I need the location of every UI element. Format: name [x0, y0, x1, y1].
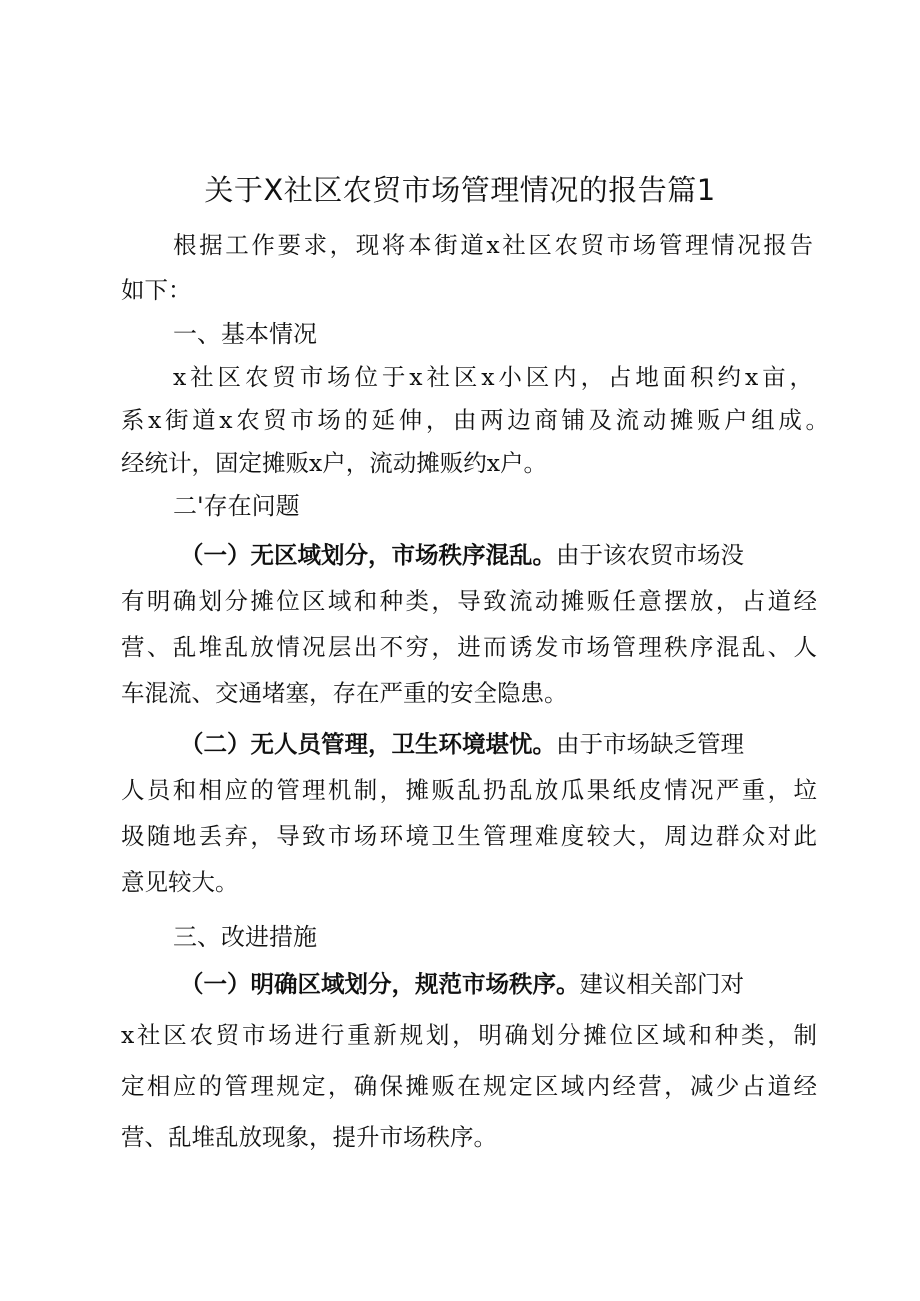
- section-1-line-3: 经统计，固定摊贩x户，流动摊贩约x户。: [121, 449, 548, 477]
- section-2-item-1-first-line: [180, 538, 744, 572]
- section-2-item-1-rest: 由于该农贸市场没: [556, 541, 744, 569]
- intro-line-2: 如下：: [121, 276, 192, 304]
- section-2-item-2-line-2: 人员和相应的管理机制，摊贩乱扔乱放瓜果纸皮情况严重，垃: [121, 776, 817, 804]
- section-1-line-2: 系x街道x农贸市场的延伸，由两边商铺及流动摊贩户组成。: [121, 406, 829, 434]
- section-2-item-1-line-4: 车混流、交通堵塞，存在严重的安全隐患。: [121, 679, 568, 707]
- section-2-item-2-rest: 由于市场缺乏管理: [556, 730, 744, 758]
- section-2-item-2-line-3: 圾随地丢弃，导致市场环境卫生管理难度较大，周边群众对此: [121, 822, 817, 850]
- section-2-item-2-line-4: 意见较大。: [121, 868, 239, 896]
- section-1-line-1: x社区农贸市场位于x社区x小区内，占地面积约x亩，: [173, 363, 813, 391]
- section-1-heading: 一、基本情况: [173, 320, 317, 348]
- section-3-item-1-first-line: [180, 967, 744, 1001]
- section-2-item-1-line-3: 营、乱堆乱放情况层出不穷，进而诱发市场管理秩序混乱、人: [121, 633, 817, 661]
- intro-line-1: 根据工作要求，现将本街道x社区农贸市场管理情况报告: [173, 231, 813, 259]
- document-title: 关于X社区农贸市场管理情况的报告篇1: [204, 173, 716, 207]
- section-3-item-1-line-2: x社区农贸市场进行重新规划，明确划分摊位区域和种类，制: [121, 1021, 817, 1049]
- section-3-item-1-lead: （一）明确区域划分，规范市场秩序。: [180, 970, 580, 998]
- section-2-item-1-lead: （一）无区域划分，市场秩序混乱。: [180, 541, 556, 569]
- section-3-heading: 三、改进措施: [173, 923, 317, 951]
- section-2-item-1-line-2: 有明确划分摊位区域和种类，导致流动摊贩任意摆放，占道经: [121, 587, 817, 615]
- section-2-item-2-first-line: [180, 727, 744, 761]
- section-3-item-1-line-3: 定相应的管理规定，确保摊贩在规定区域内经营，减少占道经: [121, 1072, 817, 1100]
- section-3-item-1-line-4: 营、乱堆乱放现象，提升市场秩序。: [121, 1123, 497, 1151]
- section-2-heading: 二'存在问题: [173, 492, 300, 520]
- section-3-item-1-rest: 建议相关部门对: [579, 970, 744, 998]
- section-2-item-2-lead: （二）无人员管理，卫生环境堪忧。: [180, 730, 556, 758]
